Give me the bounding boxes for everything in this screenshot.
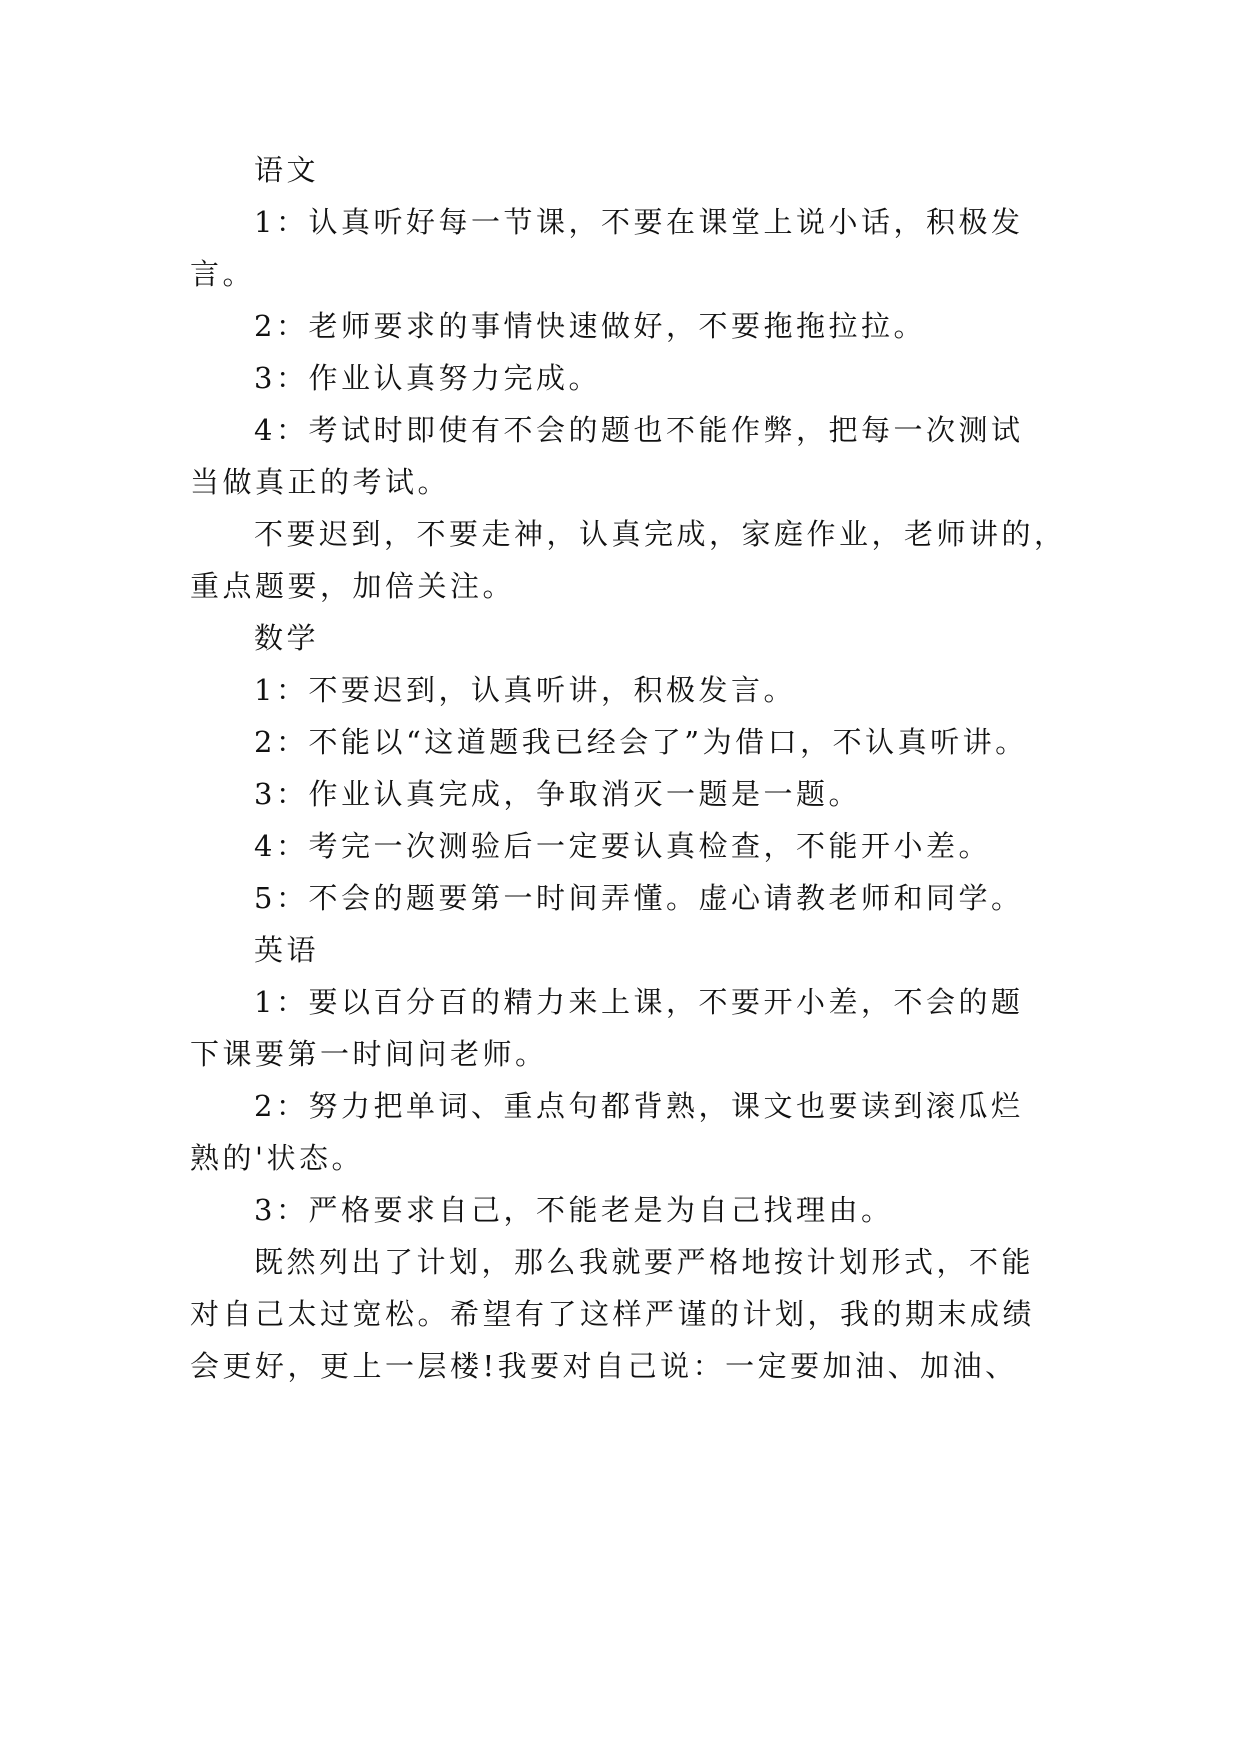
paragraph-line: 下课要第一时间问老师。 bbox=[190, 1037, 548, 1071]
paragraph-line: 3：作业认真努力完成。 bbox=[254, 361, 601, 395]
paragraph-line: 重点题要，加倍关注。 bbox=[190, 569, 516, 603]
section-heading-chinese: 语文 bbox=[254, 153, 320, 187]
paragraph-line: 熟的'状态。 bbox=[190, 1141, 364, 1175]
paragraph-line: 3：作业认真完成，争取消灭一题是一题。 bbox=[254, 777, 861, 811]
section-heading-english: 英语 bbox=[254, 933, 320, 967]
paragraph-line: 1：认真听好每一节课，不要在课堂上说小话，积极发 bbox=[254, 205, 1024, 239]
paragraph-line: 会更好，更上一层楼!我要对自己说：一定要加油、加油、 bbox=[190, 1349, 1018, 1383]
paragraph-line: 当做真正的考试。 bbox=[190, 465, 451, 499]
paragraph-line: 4：考完一次测验后一定要认真检查，不能开小差。 bbox=[254, 829, 991, 863]
paragraph-line: 5：不会的题要第一时间弄懂。虚心请教老师和同学。 bbox=[254, 881, 1024, 915]
paragraph-line: 2：老师要求的事情快速做好，不要拖拖拉拉。 bbox=[254, 309, 926, 343]
paragraph-line: 1：不要迟到，认真听讲，积极发言。 bbox=[254, 673, 796, 707]
paragraph-line: 对自己太过宽松。希望有了这样严谨的计划，我的期末成绩 bbox=[190, 1297, 1036, 1331]
paragraph-line: 2：不能以“这道题我已经会了”为借口，不认真听讲。 bbox=[254, 725, 1028, 759]
paragraph-line: 4：考试时即使有不会的题也不能作弊，把每一次测试 bbox=[254, 413, 1024, 447]
paragraph-line: 言。 bbox=[190, 257, 256, 291]
paragraph-line: 1：要以百分百的精力来上课，不要开小差，不会的题 bbox=[254, 985, 1024, 1019]
section-heading-math: 数学 bbox=[254, 621, 320, 655]
paragraph-line: 既然列出了计划，那么我就要严格地按计划形式，不能 bbox=[254, 1245, 1035, 1279]
paragraph-line: 3：严格要求自己，不能老是为自己找理由。 bbox=[254, 1193, 894, 1227]
paragraph-line: 不要迟到，不要走神，认真完成，家庭作业，老师讲的， bbox=[254, 517, 1067, 551]
paragraph-line: 2：努力把单词、重点句都背熟，课文也要读到滚瓜烂 bbox=[254, 1089, 1024, 1123]
